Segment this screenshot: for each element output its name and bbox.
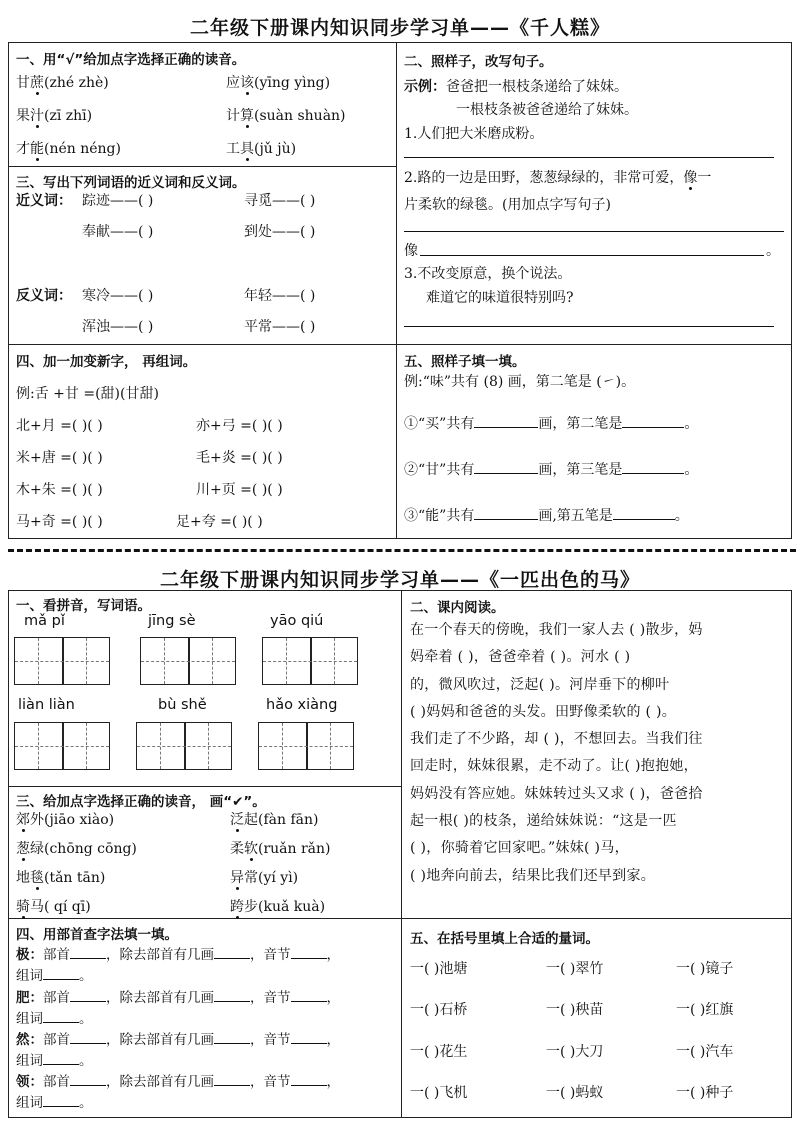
s2-q2-heading: 二、课内阅读。 bbox=[410, 600, 505, 616]
s1-q2-heading: 二、照样子，改写句子。 bbox=[404, 54, 553, 70]
antonym-item: 年轻——( ) bbox=[244, 288, 316, 304]
sentence-2a: 2.路的一边是田野，葱葱绿绿的，非常可爱，像一 bbox=[404, 170, 712, 186]
passage-line: ( )，你骑着它回家吧。”妹妹( )马， bbox=[410, 840, 629, 857]
measure-word-item: 一( )翠竹 bbox=[546, 961, 604, 977]
synonym-item: 寻觅——( ) bbox=[244, 193, 316, 209]
example-sentence-rewritten: 一根枝条被爸爸递给了妹妹。 bbox=[456, 102, 638, 118]
s1-q1-item: 甘蔗(zhé zhè) bbox=[16, 75, 109, 91]
pinyin-label: bù shě bbox=[158, 697, 207, 713]
passage-line: ( )地奔向前去，结果比我们还早到家。 bbox=[410, 867, 656, 884]
stroke-item: ②“甘”共有 画，第三笔是 。 bbox=[404, 462, 699, 478]
measure-word-item: 一( )飞机 bbox=[410, 1085, 468, 1101]
passage-line: 起一根( )的枝条，递给妹妹说：“这是一匹 bbox=[410, 813, 677, 830]
answer-line[interactable] bbox=[404, 231, 784, 232]
stroke-item: ③“能”共有 画,第五笔是 。 bbox=[404, 508, 689, 524]
answer-line[interactable] bbox=[420, 255, 764, 256]
passage-line: 妈牵着 ( )，爸爸牵着 ( )。河水 ( ) bbox=[410, 649, 631, 666]
passage-line: 的，微风吹过，泛起( )。河岸垂下的柳叶 bbox=[410, 676, 670, 693]
measure-word-item: 一( )蚂蚁 bbox=[546, 1085, 604, 1101]
synonym-item: 奉献——( ) bbox=[82, 224, 154, 240]
s1-q1-item: 应该(yīng yìng) bbox=[226, 75, 331, 91]
pinyin-label: yāo qiú bbox=[270, 613, 324, 629]
sentence-3b: 难道它的味道很特别吗? bbox=[426, 290, 574, 306]
s1-q1-item: 计算(suàn shuàn) bbox=[226, 108, 346, 124]
measure-word-item: 一( )石桥 bbox=[410, 1002, 468, 1018]
char-add-item: 马+奇 =( )( ) bbox=[16, 514, 103, 530]
s1-q1-heading: 一、用“√”给加点字选择正确的读音。 bbox=[16, 52, 246, 68]
sentence-1: 1.人们把大米磨成粉。 bbox=[404, 126, 544, 142]
radical-row: 领：部首 ，除去部首有几画 ，音节 ， bbox=[16, 1074, 340, 1090]
writing-grid[interactable] bbox=[140, 637, 236, 685]
answer-line[interactable] bbox=[404, 326, 774, 327]
measure-word-item: 一( )红旗 bbox=[676, 1002, 734, 1018]
radical-row: 极：部首 ，除去部首有几画 ，音节 ， bbox=[16, 947, 340, 963]
sentence-3a: 3.不改变原意，换个说法。 bbox=[404, 266, 572, 282]
measure-word-item: 一( )大刀 bbox=[546, 1044, 604, 1060]
radical-row: 组词 。 bbox=[16, 1095, 93, 1111]
s1-q3-heading: 三、写出下列词语的近义词和反义词。 bbox=[16, 175, 246, 191]
pinyin-label: jīng sè bbox=[148, 613, 196, 629]
measure-word-item: 一( )花生 bbox=[410, 1044, 468, 1060]
radical-row: 肥：部首 ，除去部首有几画 ，音节 ， bbox=[16, 990, 340, 1006]
synonym-item: 到处——( ) bbox=[244, 224, 316, 240]
pinyin-label: hǎo xiàng bbox=[266, 697, 338, 713]
s2-q3-item: 骑马( qí qī) bbox=[16, 899, 91, 915]
passage-line: 我们走了不少路，却 ( )，不想回去。当我们往 bbox=[410, 731, 703, 748]
measure-word-item: 一( )镜子 bbox=[676, 961, 734, 977]
measure-word-item: 一( )汽车 bbox=[676, 1044, 734, 1060]
antonym-label: 反义词： bbox=[16, 288, 72, 304]
s2-q3-item: 葱绿(chōng cōng) bbox=[16, 841, 137, 857]
measure-word-item: 一( )种子 bbox=[676, 1085, 734, 1101]
example-sentence: 示例：爸爸把一根枝条递给了妹妹。 bbox=[404, 79, 628, 95]
synonym-label: 近义词： bbox=[16, 193, 72, 209]
s1-q1-item: 工具(jǔ jù) bbox=[226, 141, 297, 157]
s1-q5-example: 例:“味”共有 (8) 画，第二笔是 (㇀)。 bbox=[404, 374, 636, 390]
s2-q3-heading: 三、给加点字选择正确的读音， 画“✔”。 bbox=[16, 794, 266, 810]
sheet2-title: 二年级下册课内知识同步学习单——《一匹出色的马》 bbox=[159, 569, 640, 591]
cut-line bbox=[8, 549, 796, 552]
s1-q1-item: 才能(nén néng) bbox=[16, 141, 121, 157]
char-add-item: 木+朱 =( )( ) bbox=[16, 482, 103, 498]
radical-row: 然：部首 ，除去部首有几画 ，音节 ， bbox=[16, 1032, 340, 1048]
passage-line: 回走时，妹妹很累，走不动了。让( )抱抱她， bbox=[410, 758, 698, 775]
sheet1-title: 二年级下册课内知识同步学习单——《千人糕》 bbox=[189, 17, 610, 39]
s2-q3-item: 泛起(fàn fān) bbox=[230, 812, 319, 828]
measure-word-item: 一( )秧苗 bbox=[546, 1002, 604, 1018]
char-add-item: 毛+炎 =( )( ) bbox=[196, 450, 283, 466]
s1-q1-item: 果汁(zī zhī) bbox=[16, 108, 93, 124]
radical-row: 组词 。 bbox=[16, 968, 93, 984]
s1-q5-heading: 五、照样子填一填。 bbox=[404, 354, 526, 370]
s2-q5-heading: 五、在括号里填上合适的量词。 bbox=[410, 931, 599, 947]
char-add-item: 亦+弓 =( )( ) bbox=[196, 418, 283, 434]
antonym-item: 寒冷——( ) bbox=[82, 288, 154, 304]
writing-grid[interactable] bbox=[258, 722, 354, 770]
writing-grid[interactable] bbox=[14, 722, 110, 770]
s2-q3-item: 柔软(ruǎn rǎn) bbox=[230, 841, 331, 857]
radical-row: 组词 。 bbox=[16, 1053, 93, 1069]
s1-q4-heading: 四、加一加变新字， 再组词。 bbox=[16, 354, 197, 370]
synonym-item: 踪迹——( ) bbox=[82, 193, 154, 209]
passage-line: 在一个春天的傍晚，我们一家人去 ( )散步，妈 bbox=[410, 622, 703, 638]
passage-line: ( )妈妈和爸爸的头发。田野像柔软的 ( )。 bbox=[410, 703, 677, 720]
sentence-2-end: 。 bbox=[766, 243, 780, 259]
writing-grid[interactable] bbox=[14, 637, 110, 685]
measure-word-item: 一( )池塘 bbox=[410, 961, 468, 977]
radical-row: 组词 。 bbox=[16, 1011, 93, 1027]
antonym-item: 浑浊——( ) bbox=[82, 319, 154, 335]
pinyin-label: liàn liàn bbox=[18, 697, 75, 713]
s1-q4-example: 例:舌 +甘 =(甜)(甘甜) bbox=[16, 386, 159, 402]
pinyin-label: mǎ pǐ bbox=[24, 613, 65, 629]
writing-grid[interactable] bbox=[136, 722, 232, 770]
s2-q3-item: 地毯(tǎn tān) bbox=[16, 870, 106, 886]
s2-q3-item: 异常(yí yì) bbox=[230, 870, 299, 886]
s2-q3-item: 跨步(kuǎ kuà) bbox=[230, 899, 326, 915]
antonym-item: 平常——( ) bbox=[244, 319, 316, 335]
reading-passage bbox=[410, 617, 786, 890]
sentence-2b: 片柔软的绿毯。(用加点字写句子) bbox=[404, 197, 611, 213]
stroke-item: ①“买”共有 画，第二笔是 。 bbox=[404, 416, 699, 432]
char-add-item: 足+夸 =( )( ) bbox=[176, 514, 263, 530]
char-add-item: 米+唐 =( )( ) bbox=[16, 450, 103, 466]
s2-q1-heading: 一、看拼音，写词语。 bbox=[16, 598, 151, 614]
char-add-item: 北+月 =( )( ) bbox=[16, 418, 103, 434]
sentence-2c: 像 bbox=[404, 243, 418, 259]
answer-line[interactable] bbox=[404, 157, 774, 158]
s2-q3-item: 郊外(jiāo xiào) bbox=[16, 812, 115, 828]
passage-line: 妈妈没有答应她。妹妹转过头又求 ( )，爸爸拾 bbox=[410, 785, 703, 802]
s2-q4-heading: 四、用部首查字法填一填。 bbox=[16, 927, 178, 943]
char-add-item: 川+页 =( )( ) bbox=[196, 482, 283, 498]
writing-grid[interactable] bbox=[262, 637, 358, 685]
